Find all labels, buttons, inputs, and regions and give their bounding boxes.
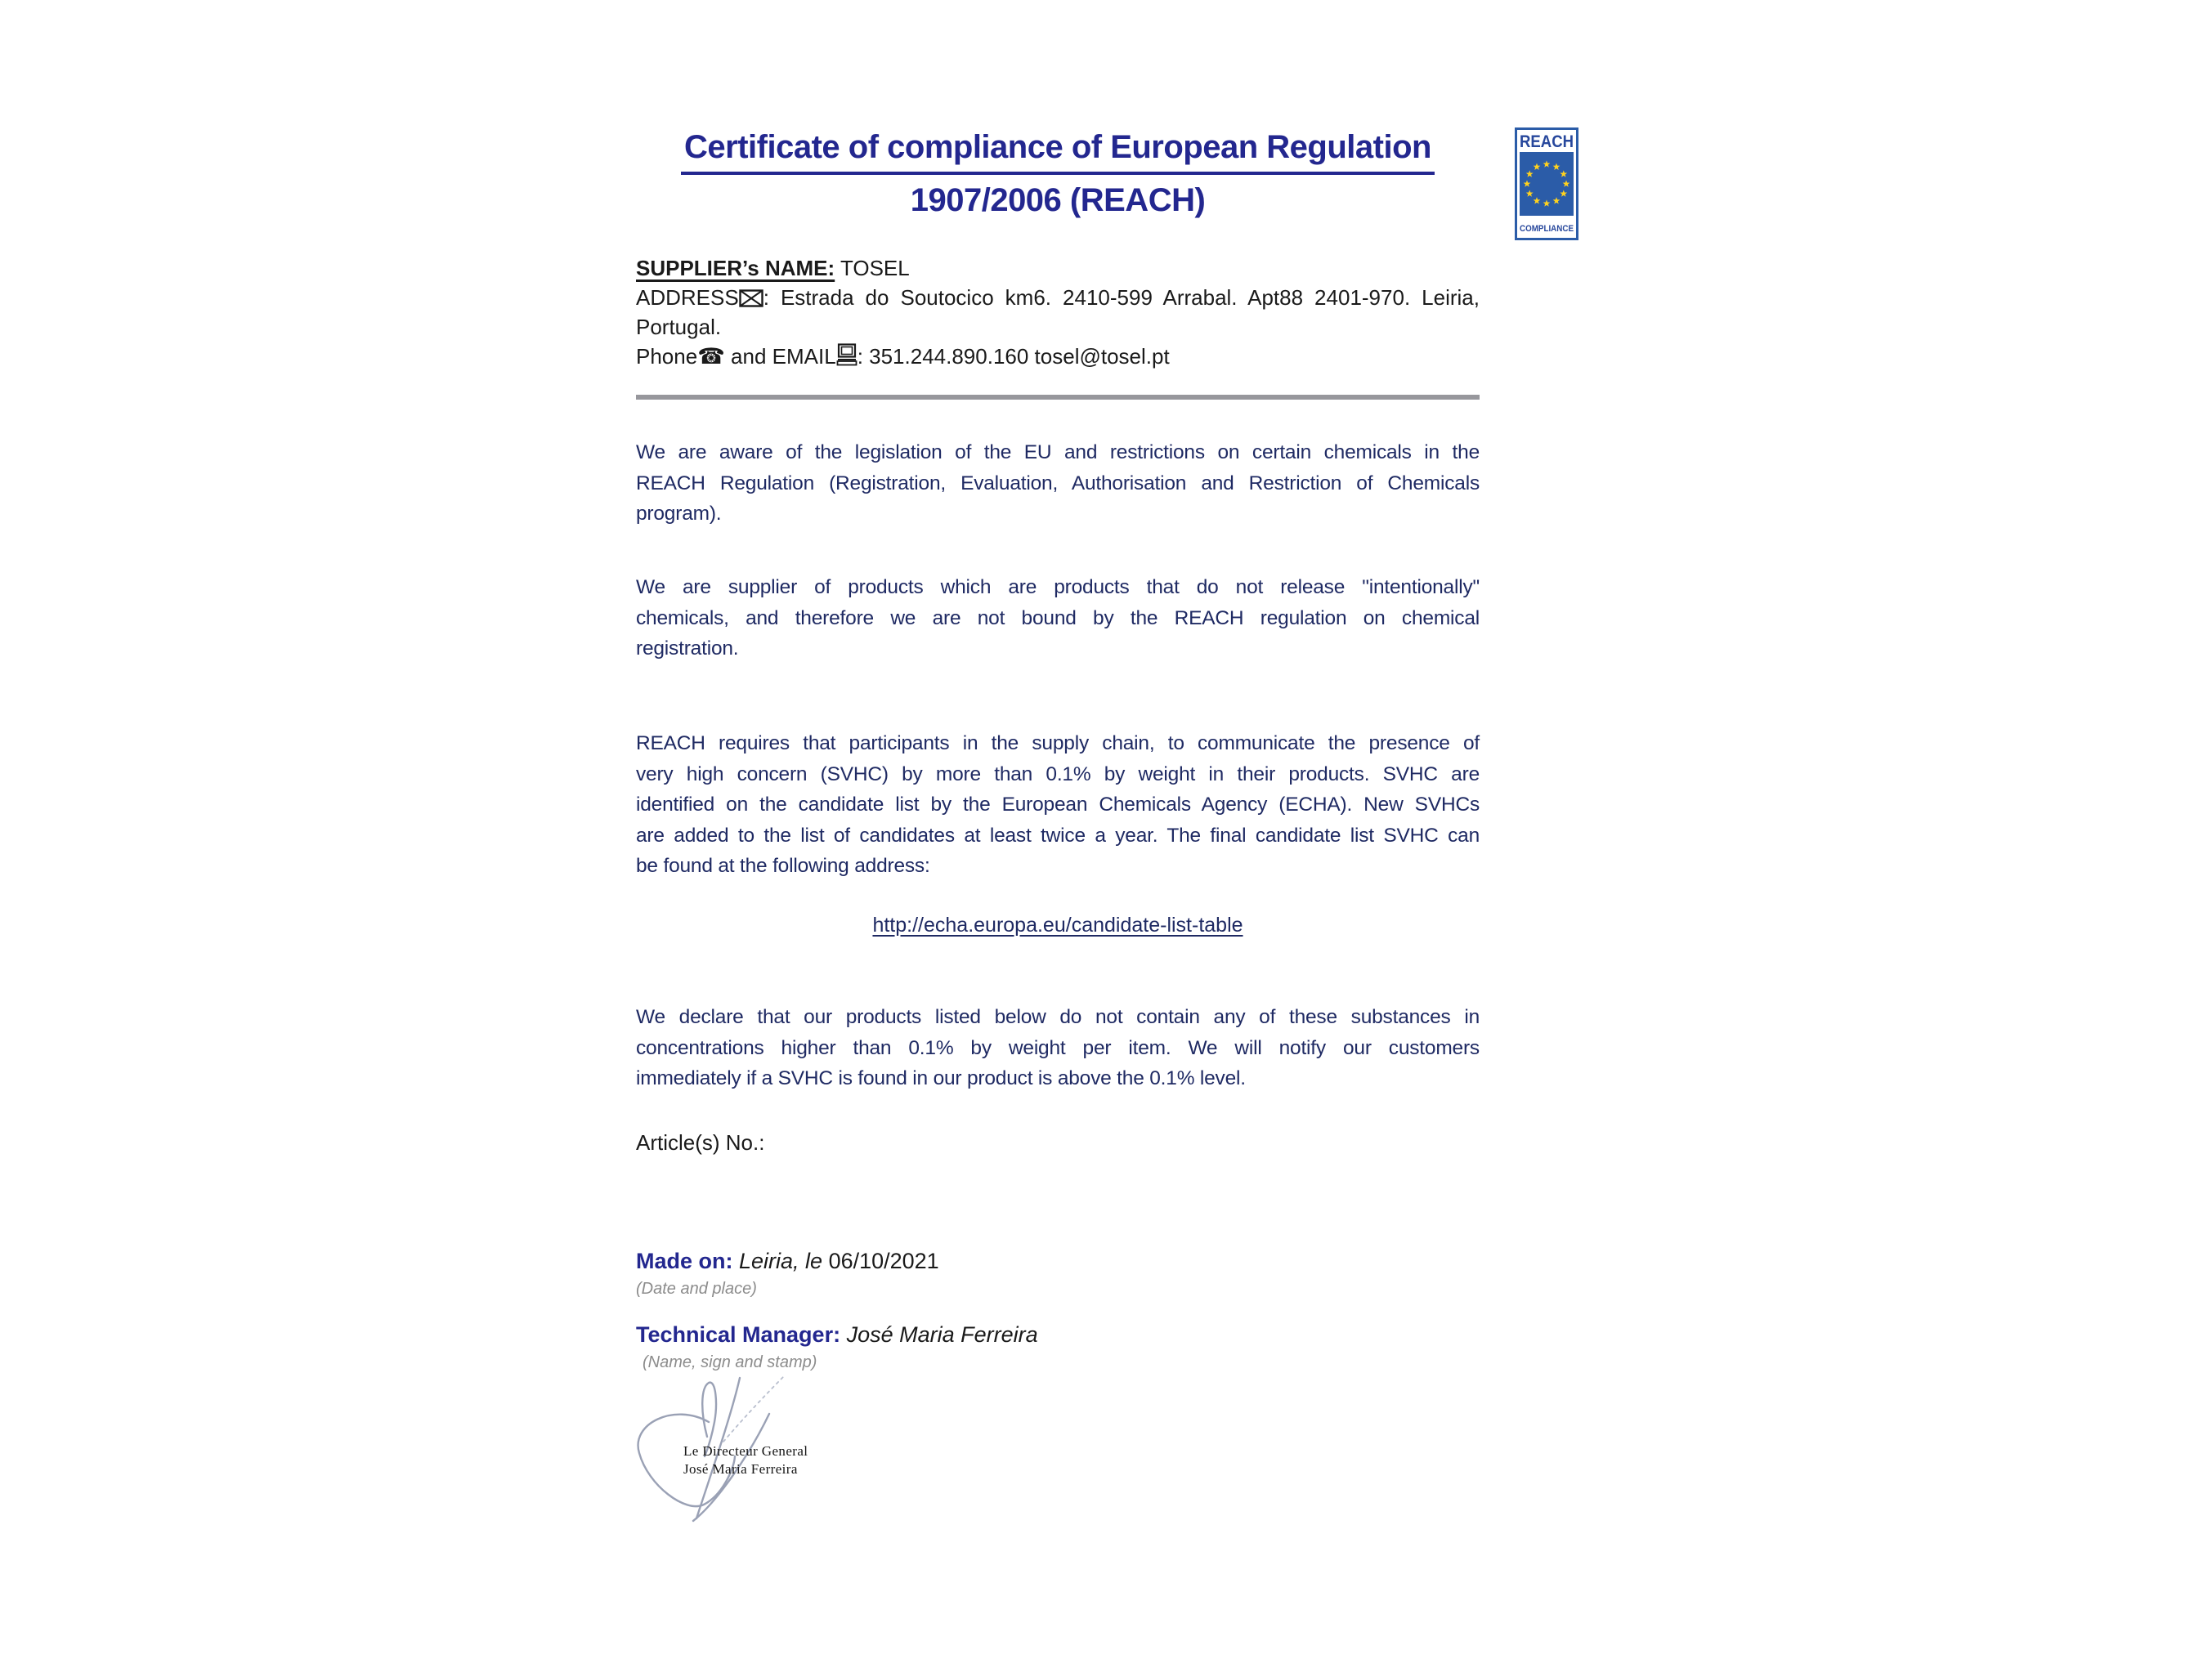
made-on-label: Made on:: [636, 1249, 733, 1273]
paragraph-awareness: [636, 437, 1480, 530]
supplier-address-line: [636, 283, 1480, 315]
supplier-contact-line: [636, 342, 1480, 373]
paragraph-line: identified on the candidate list by the European Chemicals Agency (ECHA). New SVHCs: [636, 794, 1480, 816]
eu-flag-icon: [1515, 127, 1578, 240]
paragraph-line: registration.: [636, 637, 739, 660]
logo-bottom-text: COMPLIANCE: [1520, 224, 1574, 234]
signature-name-text: José Maria Ferreira: [683, 1461, 798, 1477]
technical-manager-line: [636, 1322, 1038, 1348]
paragraph-line: We are aware of the legislation of the EU and restrictions on certain chemicals in the: [636, 441, 1480, 463]
made-on-place: Leiria, le: [732, 1249, 829, 1273]
certificate-title: [572, 129, 1543, 219]
contact-value: : 351.244.890.160 tosel@tosel.pt: [857, 344, 1170, 369]
made-on-line: [636, 1249, 939, 1274]
paragraph-line: concentrations higher than 0.1% by weight per item. We will notify our customers: [636, 1036, 1480, 1059]
paragraph-line: We declare that our products listed below do not contain any of these substances in: [636, 1006, 1480, 1028]
supplier-address-line2: Portugal.: [636, 315, 722, 339]
logo-top-text: REACH: [1520, 132, 1574, 151]
address-label: ADDRESS: [636, 285, 739, 310]
paragraph-line: REACH Regulation (Registration, Evaluation, Authorisation and Restriction of Chemicals: [636, 472, 1480, 494]
paragraph-line: chemicals, and therefore we are not bound by the REACH regulation on chemical: [636, 606, 1480, 629]
title-line-2: 1907/2006 (REACH): [910, 182, 1206, 218]
paragraph-line: are added to the list of candidates at least twice a year. The final candidate list SVHC can: [636, 824, 1480, 847]
paragraph-line: program).: [636, 503, 722, 525]
supplier-name-label: SUPPLIER’s NAME:: [636, 256, 835, 280]
paragraph-line: REACH requires that participants in the supply chain, to communicate the presence of: [636, 732, 1480, 754]
phone-icon: ☎: [697, 344, 725, 369]
paragraph-supplier-statement: [636, 572, 1480, 664]
envelope-icon: [739, 285, 763, 315]
email-label: and EMAIL: [724, 344, 836, 369]
paragraph-line: immediately if a SVHC is found in our product is above the 0.1% level.: [636, 1067, 1246, 1089]
technical-manager-value: José Maria Ferreira: [840, 1322, 1038, 1347]
title-line-1: Certificate of compliance of European Regulation: [572, 129, 1543, 175]
paragraph-declaration: [636, 1002, 1480, 1094]
reach-compliance-logo: [1515, 127, 1578, 240]
supplier-name-line: [636, 253, 1480, 283]
candidate-list-link[interactable]: http://echa.europa.eu/candidate-list-table: [872, 914, 1243, 937]
phone-label: Phone: [636, 344, 698, 369]
paragraph-line: very high concern (SVHC) by more than 0.1% by weight in their products. SVHC are: [636, 762, 1480, 785]
technical-manager-label: Technical Manager:: [636, 1322, 841, 1347]
candidate-list-link-line: [636, 914, 1480, 937]
address-value: : Estrada do Soutocico km6. 2410-599 Arrabal. Apt88 2401-970. Leiria,: [763, 285, 1480, 310]
paragraph-line: be found at the following address:: [636, 855, 930, 877]
signature-title-text: Le Directeur General: [683, 1443, 808, 1459]
name-sign-stamp-note: (Name, sign and stamp): [643, 1353, 817, 1371]
made-on-date: 06/10/2021: [828, 1249, 939, 1273]
section-divider: [636, 395, 1480, 400]
articles-no-label: Article(s) No.:: [636, 1130, 765, 1155]
paragraph-reach-requirements: [636, 728, 1480, 882]
computer-icon: [836, 343, 857, 373]
paragraph-line: We are supplier of products which are products that do not release "intentionally": [636, 576, 1480, 598]
supplier-name-value: TOSEL: [835, 256, 910, 280]
date-place-note: (Date and place): [636, 1280, 757, 1298]
